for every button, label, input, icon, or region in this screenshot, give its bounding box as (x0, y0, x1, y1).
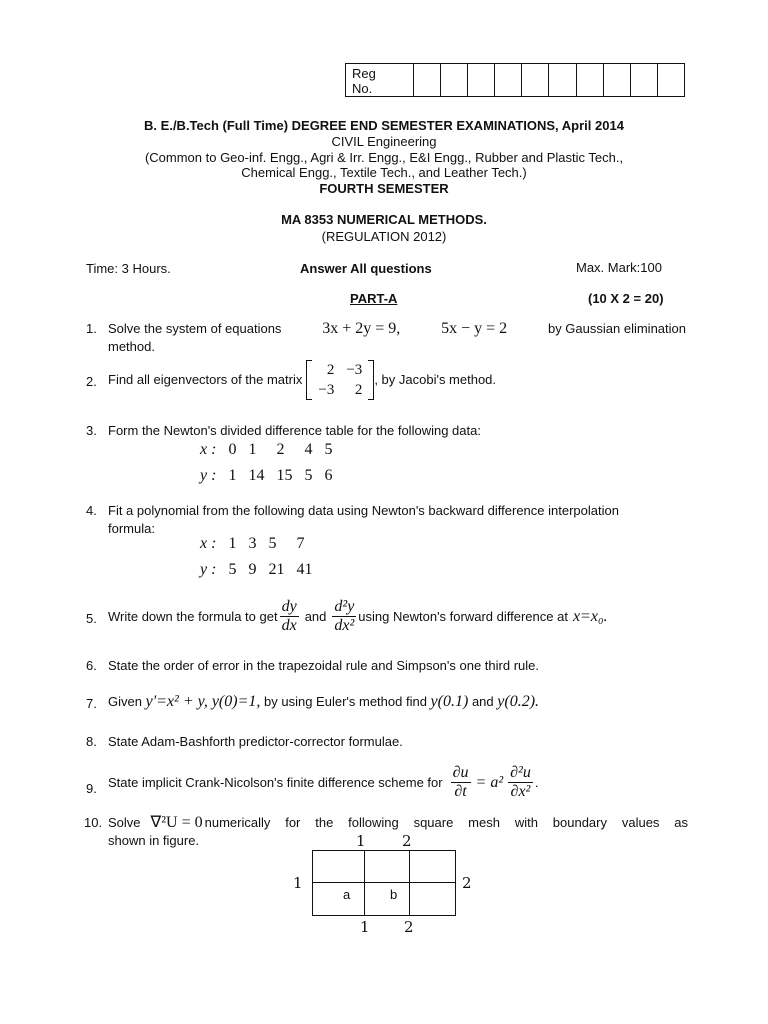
question-5 (86, 598, 686, 642)
table-cell: 6 (324, 467, 333, 484)
q10-text: Solve (108, 815, 141, 830)
fraction-denominator: dx² (334, 617, 355, 634)
q7-value-2: y(0.2). (497, 693, 540, 710)
reg-no-cell (549, 64, 576, 96)
q7-text-mid: by using Euler's method find (264, 694, 427, 709)
mesh-cell-a: a (343, 887, 351, 902)
question-number: 8. (86, 734, 97, 749)
mesh-bottom-right-value: 2 (404, 918, 414, 936)
table-cell: 0 (228, 441, 237, 458)
q7-equation: y'=x² + y, y(0)=1, (145, 693, 261, 710)
fraction-numerator: ∂²u (510, 764, 531, 781)
q5-fraction-dy-dx (280, 598, 299, 635)
question-number: 6. (86, 658, 97, 673)
table-cell: 3 (248, 535, 257, 552)
table-cell: 4 (304, 441, 313, 458)
table-cell: 5 (268, 535, 277, 552)
fraction-numerator: d²y (334, 598, 355, 615)
reg-no-cell (658, 64, 684, 96)
x-label: x : (200, 441, 217, 458)
fraction-numerator: ∂u (452, 764, 469, 781)
question-9 (86, 764, 686, 810)
reg-no-cell (522, 64, 549, 96)
table-cell: 1 (228, 467, 237, 484)
table-cell: 5 (304, 467, 313, 484)
matrix-entry: −3 (346, 362, 363, 378)
mesh-cell-b: b (390, 887, 398, 902)
mesh-line (409, 851, 410, 915)
square-mesh (312, 850, 456, 916)
mesh-right-value: 2 (462, 874, 472, 892)
q9-text: State implicit Crank-Nicolson's finite difference scheme for (108, 774, 443, 790)
question-number: 10. (84, 815, 103, 830)
x-label: x : (200, 535, 217, 552)
reg-no-box (345, 63, 685, 97)
matrix-entry: −3 (318, 382, 335, 398)
q4-data-table (200, 531, 318, 583)
q5-at: x=x₀. (572, 607, 608, 625)
q1-continuation: method. (108, 339, 155, 354)
table-cell: 15 (276, 467, 293, 484)
common-to-line2: Chemical Engg., Textile Tech., and Leather Tech.) (241, 165, 527, 180)
mesh-top-right-value: 2 (402, 832, 412, 850)
max-mark: Max. Mark:100 (576, 260, 662, 275)
table-cell: 7 (296, 535, 305, 552)
q6-text: State the order of error in the trapezoidal rule and Simpson's one third rule. (108, 658, 539, 673)
question-2 (86, 360, 686, 408)
part-marks: (10 X 2 = 20) (588, 291, 664, 306)
mesh-bottom-left-value: 1 (360, 918, 370, 936)
reg-no-cell (577, 64, 604, 96)
table-cell: 2 (276, 441, 285, 458)
question-number: 1. (86, 321, 97, 336)
table-cell: 9 (248, 561, 257, 578)
instruction: Answer All questions (300, 261, 432, 276)
question-number: 9. (86, 781, 97, 796)
fraction-denominator: ∂x² (510, 783, 531, 800)
mesh-line (313, 882, 455, 883)
q5-and: and (304, 608, 327, 624)
q5-fraction-d2y-dx2 (332, 598, 356, 635)
q3-data-table (200, 437, 338, 489)
matrix-entry: 2 (326, 362, 335, 378)
q7-text: Given (108, 694, 142, 709)
q2-matrix (306, 360, 374, 400)
q1-equation-1: 3x + 2y = 9, (322, 320, 401, 337)
reg-no-cell (631, 64, 658, 96)
exam-title: B. E./B.Tech (Full Time) DEGREE END SEMESTER EXAMINATIONS, April 2014 (144, 118, 624, 133)
q2-text: Find all eigenvectors of the matrix (108, 372, 303, 387)
question-number: 4. (86, 503, 97, 518)
table-cell: 1 (248, 441, 257, 458)
fraction-denominator: dx (281, 617, 297, 634)
course-title: MA 8353 NUMERICAL METHODS. (281, 212, 487, 227)
regulation: (REGULATION 2012) (321, 229, 447, 244)
y-label: y : (200, 561, 217, 578)
q10-equation: ∇²U = 0 (150, 814, 203, 831)
q3-text: Form the Newton's divided difference table for the following data: (108, 423, 481, 438)
q7-value-1: y(0.1) (430, 693, 469, 710)
table-cell: 5 (324, 441, 333, 458)
table-cell: 14 (248, 467, 265, 484)
q1-equation-2: 5x − y = 2 (441, 320, 508, 337)
reg-no-cell (441, 64, 468, 96)
matrix-entry: 2 (354, 382, 363, 398)
part-title: PART-A (350, 291, 398, 306)
common-to-line1: (Common to Geo-inf. Engg., Agri & Irr. Engg., E&I Engg., Rubber and Plastic Tech., (144, 150, 624, 165)
q9-fraction-du-dt (451, 764, 471, 801)
y-label: y : (200, 467, 217, 484)
table-cell: 21 (268, 561, 285, 578)
question-1 (86, 320, 686, 360)
q10-text-post: numerically for the following square mesh with boundary values as (204, 815, 688, 830)
reg-no-cell (604, 64, 631, 96)
reg-no-cell (468, 64, 495, 96)
question-number: 3. (86, 423, 97, 438)
mesh-left-value: 1 (293, 874, 303, 892)
reg-no-cell (414, 64, 441, 96)
table-cell: 41 (296, 561, 313, 578)
time-label: Time: 3 Hours. (86, 261, 171, 276)
question-number: 5. (86, 611, 97, 626)
department: CIVIL Engineering (331, 134, 437, 149)
q5-text-post: using Newton's forward difference at (358, 608, 568, 624)
mesh-top-left-value: 1 (356, 832, 366, 850)
question-4 (86, 502, 686, 538)
q9-fraction-d2u-dx2 (508, 764, 533, 801)
q4-text: Fit a polynomial from the following data using Newton's backward difference interpolation (108, 503, 619, 518)
q7-and: and (471, 694, 494, 709)
q9-equals: = a² (475, 773, 504, 791)
question-number: 2. (86, 374, 97, 389)
reg-no-label: Reg No. (346, 64, 414, 96)
q2-text-post: , by Jacobi's method. (374, 372, 497, 387)
mesh-line (364, 851, 365, 915)
reg-no-cell (495, 64, 522, 96)
fraction-numerator: dy (281, 598, 297, 615)
semester: FOURTH SEMESTER (319, 181, 449, 196)
question-number: 7. (86, 696, 97, 711)
q1-text-post: by Gaussian elimination (547, 321, 686, 336)
q1-text: Solve the system of equations (108, 321, 282, 336)
q9-end: . (534, 774, 539, 790)
q8-text: State Adam-Bashforth predictor-corrector formulae. (108, 734, 403, 749)
table-cell: 1 (228, 535, 237, 552)
question-10 (86, 814, 686, 852)
table-cell: 5 (228, 561, 237, 578)
q10-continuation: shown in figure. (108, 833, 200, 848)
q4-continuation: formula: (108, 521, 155, 536)
fraction-denominator: ∂t (454, 783, 467, 800)
q5-text: Write down the formula to get (108, 608, 278, 624)
